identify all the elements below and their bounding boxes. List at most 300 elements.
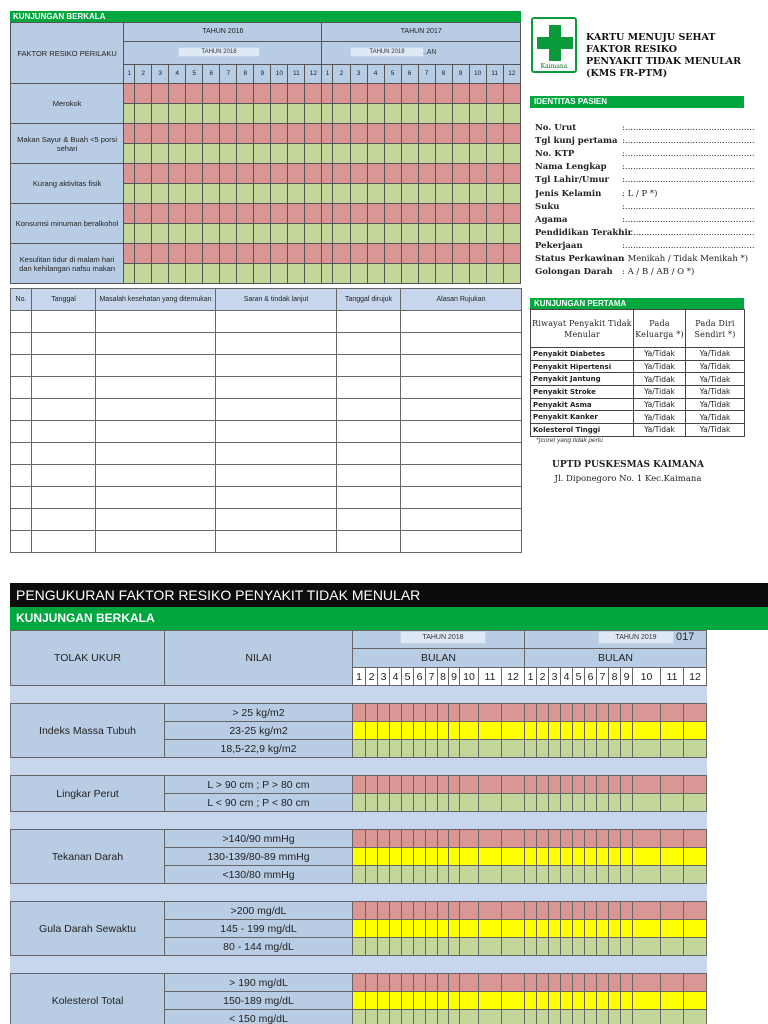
measure-cell[interactable] <box>353 740 366 758</box>
month-cell[interactable] <box>384 124 401 144</box>
history-cell[interactable] <box>337 311 401 333</box>
measure-cell[interactable] <box>414 830 426 848</box>
month-cell[interactable] <box>186 244 203 264</box>
measure-cell[interactable] <box>414 848 426 866</box>
history-cell[interactable] <box>401 311 522 333</box>
history-cell[interactable] <box>11 311 32 333</box>
month-cell[interactable] <box>124 204 135 224</box>
measure-cell[interactable] <box>573 776 585 794</box>
measure-cell[interactable] <box>585 848 597 866</box>
month-cell[interactable] <box>169 224 186 244</box>
measure-cell[interactable] <box>426 866 438 884</box>
measure-cell[interactable] <box>414 866 426 884</box>
measure-cell[interactable] <box>609 794 621 812</box>
measure-cell[interactable] <box>460 830 479 848</box>
measure-cell[interactable] <box>353 704 366 722</box>
month-cell[interactable] <box>435 184 452 204</box>
history-cell[interactable] <box>401 487 522 509</box>
measure-cell[interactable] <box>684 704 707 722</box>
history-cell[interactable] <box>216 465 337 487</box>
measure-cell[interactable] <box>561 848 573 866</box>
month-cell[interactable] <box>367 164 384 184</box>
measure-cell[interactable] <box>402 722 414 740</box>
measure-cell[interactable] <box>353 722 366 740</box>
measure-cell[interactable] <box>561 992 573 1010</box>
month-cell[interactable] <box>384 164 401 184</box>
measure-cell[interactable] <box>597 794 609 812</box>
measure-cell[interactable] <box>661 722 684 740</box>
measure-cell[interactable] <box>378 938 390 956</box>
history-cell[interactable] <box>32 509 96 531</box>
measure-cell[interactable] <box>661 776 684 794</box>
measure-cell[interactable] <box>621 740 633 758</box>
identity-value[interactable]: :................................................ <box>622 175 755 186</box>
month-cell[interactable] <box>169 264 186 284</box>
measure-cell[interactable] <box>661 938 684 956</box>
month-cell[interactable] <box>322 124 333 144</box>
measure-cell[interactable] <box>561 974 573 992</box>
month-cell[interactable] <box>435 104 452 124</box>
month-cell[interactable] <box>333 204 350 224</box>
measure-cell[interactable] <box>561 776 573 794</box>
measure-cell[interactable] <box>585 776 597 794</box>
measure-cell[interactable] <box>525 974 537 992</box>
month-cell[interactable] <box>469 144 486 164</box>
month-cell[interactable] <box>486 264 503 284</box>
month-cell[interactable] <box>237 164 254 184</box>
month-cell[interactable] <box>186 124 203 144</box>
measure-cell[interactable] <box>573 830 585 848</box>
history-cell[interactable] <box>337 355 401 377</box>
measure-cell[interactable] <box>684 776 707 794</box>
month-cell[interactable] <box>254 124 271 144</box>
measure-cell[interactable] <box>449 866 460 884</box>
measure-cell[interactable] <box>585 992 597 1010</box>
self-yes-no[interactable]: Ya/Tidak <box>686 398 745 411</box>
identity-value[interactable]: :................................................ <box>622 201 755 212</box>
measure-cell[interactable] <box>609 920 621 938</box>
measure-cell[interactable] <box>549 974 561 992</box>
month-cell[interactable] <box>124 104 135 124</box>
history-cell[interactable] <box>32 443 96 465</box>
measure-cell[interactable] <box>609 938 621 956</box>
month-cell[interactable] <box>503 244 520 264</box>
measure-cell[interactable] <box>414 992 426 1010</box>
measure-cell[interactable] <box>479 974 502 992</box>
month-cell[interactable] <box>503 84 520 104</box>
month-cell[interactable] <box>333 244 350 264</box>
month-cell[interactable] <box>503 264 520 284</box>
month-cell[interactable] <box>452 264 469 284</box>
month-cell[interactable] <box>367 184 384 204</box>
measure-cell[interactable] <box>549 776 561 794</box>
month-cell[interactable] <box>469 164 486 184</box>
measure-cell[interactable] <box>353 902 366 920</box>
measure-cell[interactable] <box>414 722 426 740</box>
measure-cell[interactable] <box>366 992 378 1010</box>
measure-cell[interactable] <box>390 938 402 956</box>
history-cell[interactable] <box>11 355 32 377</box>
measure-cell[interactable] <box>449 704 460 722</box>
measure-cell[interactable] <box>449 740 460 758</box>
measure-cell[interactable] <box>414 740 426 758</box>
measure-cell[interactable] <box>479 920 502 938</box>
month-cell[interactable] <box>452 124 469 144</box>
month-cell[interactable] <box>503 104 520 124</box>
self-yes-no[interactable]: Ya/Tidak <box>686 373 745 386</box>
month-cell[interactable] <box>469 124 486 144</box>
measure-cell[interactable] <box>502 974 525 992</box>
month-cell[interactable] <box>135 244 152 264</box>
measure-cell[interactable] <box>537 704 549 722</box>
month-cell[interactable] <box>418 104 435 124</box>
month-cell[interactable] <box>135 84 152 104</box>
measure-cell[interactable] <box>585 830 597 848</box>
month-cell[interactable] <box>486 204 503 224</box>
measure-cell[interactable] <box>353 794 366 812</box>
measure-cell[interactable] <box>537 938 549 956</box>
month-cell[interactable] <box>271 104 288 124</box>
measure-cell[interactable] <box>479 938 502 956</box>
measure-cell[interactable] <box>661 794 684 812</box>
history-cell[interactable] <box>32 311 96 333</box>
measure-cell[interactable] <box>684 992 707 1010</box>
measure-cell[interactable] <box>585 938 597 956</box>
measure-cell[interactable] <box>561 866 573 884</box>
measure-cell[interactable] <box>460 740 479 758</box>
measure-cell[interactable] <box>479 740 502 758</box>
month-cell[interactable] <box>186 104 203 124</box>
measure-cell[interactable] <box>402 704 414 722</box>
month-cell[interactable] <box>350 244 367 264</box>
month-cell[interactable] <box>254 204 271 224</box>
month-cell[interactable] <box>237 84 254 104</box>
measure-cell[interactable] <box>353 938 366 956</box>
history-cell[interactable] <box>32 333 96 355</box>
measure-cell[interactable] <box>426 794 438 812</box>
measure-cell[interactable] <box>502 740 525 758</box>
measure-cell[interactable] <box>414 920 426 938</box>
measure-cell[interactable] <box>402 974 414 992</box>
measure-cell[interactable] <box>585 740 597 758</box>
identity-value[interactable]: :................................................ <box>622 149 755 160</box>
measure-cell[interactable] <box>378 704 390 722</box>
measure-cell[interactable] <box>402 848 414 866</box>
measure-cell[interactable] <box>633 722 661 740</box>
measure-cell[interactable] <box>449 920 460 938</box>
measure-cell[interactable] <box>460 722 479 740</box>
identity-value[interactable]: :................................................ <box>622 227 755 238</box>
measure-cell[interactable] <box>390 794 402 812</box>
history-cell[interactable] <box>11 443 32 465</box>
month-cell[interactable] <box>169 184 186 204</box>
measure-cell[interactable] <box>585 722 597 740</box>
month-cell[interactable] <box>452 204 469 224</box>
month-cell[interactable] <box>322 244 333 264</box>
measure-cell[interactable] <box>549 830 561 848</box>
measure-cell[interactable] <box>449 1010 460 1024</box>
month-cell[interactable] <box>203 144 220 164</box>
month-cell[interactable] <box>220 244 237 264</box>
month-cell[interactable] <box>288 204 305 224</box>
measure-cell[interactable] <box>573 848 585 866</box>
history-cell[interactable] <box>337 399 401 421</box>
self-yes-no[interactable]: Ya/Tidak <box>686 386 745 399</box>
measure-cell[interactable] <box>449 722 460 740</box>
history-cell[interactable] <box>337 377 401 399</box>
month-cell[interactable] <box>418 84 435 104</box>
month-cell[interactable] <box>254 244 271 264</box>
measure-cell[interactable] <box>402 920 414 938</box>
month-cell[interactable] <box>367 224 384 244</box>
measure-cell[interactable] <box>502 722 525 740</box>
measure-cell[interactable] <box>438 794 449 812</box>
measure-cell[interactable] <box>414 902 426 920</box>
measure-cell[interactable] <box>402 938 414 956</box>
measure-cell[interactable] <box>378 920 390 938</box>
measure-cell[interactable] <box>609 992 621 1010</box>
measure-cell[interactable] <box>549 920 561 938</box>
measure-cell[interactable] <box>525 848 537 866</box>
measure-cell[interactable] <box>621 722 633 740</box>
measure-cell[interactable] <box>502 1010 525 1024</box>
measure-cell[interactable] <box>414 974 426 992</box>
month-cell[interactable] <box>271 84 288 104</box>
month-cell[interactable] <box>350 144 367 164</box>
history-cell[interactable] <box>216 443 337 465</box>
measure-cell[interactable] <box>621 848 633 866</box>
measure-cell[interactable] <box>525 704 537 722</box>
measure-cell[interactable] <box>460 1010 479 1024</box>
measure-cell[interactable] <box>661 974 684 992</box>
history-cell[interactable] <box>216 531 337 553</box>
measure-cell[interactable] <box>502 704 525 722</box>
month-cell[interactable] <box>203 164 220 184</box>
history-cell[interactable] <box>337 465 401 487</box>
measure-cell[interactable] <box>353 848 366 866</box>
history-cell[interactable] <box>32 531 96 553</box>
month-cell[interactable] <box>254 264 271 284</box>
self-yes-no[interactable]: Ya/Tidak <box>686 360 745 373</box>
measure-cell[interactable] <box>661 866 684 884</box>
month-cell[interactable] <box>401 264 418 284</box>
measure-cell[interactable] <box>502 866 525 884</box>
month-cell[interactable] <box>333 184 350 204</box>
measure-cell[interactable] <box>502 794 525 812</box>
measure-cell[interactable] <box>479 866 502 884</box>
month-cell[interactable] <box>350 204 367 224</box>
month-cell[interactable] <box>135 124 152 144</box>
measure-cell[interactable] <box>561 938 573 956</box>
month-cell[interactable] <box>333 164 350 184</box>
measure-cell[interactable] <box>366 722 378 740</box>
month-cell[interactable] <box>152 244 169 264</box>
measure-cell[interactable] <box>438 722 449 740</box>
measure-cell[interactable] <box>561 722 573 740</box>
history-cell[interactable] <box>216 509 337 531</box>
measure-cell[interactable] <box>378 722 390 740</box>
month-cell[interactable] <box>288 84 305 104</box>
measure-cell[interactable] <box>537 848 549 866</box>
measure-cell[interactable] <box>561 1010 573 1024</box>
measure-cell[interactable] <box>597 1010 609 1024</box>
measure-cell[interactable] <box>561 902 573 920</box>
month-cell[interactable] <box>418 204 435 224</box>
month-cell[interactable] <box>333 84 350 104</box>
month-cell[interactable] <box>152 84 169 104</box>
month-cell[interactable] <box>486 124 503 144</box>
measure-cell[interactable] <box>414 938 426 956</box>
measure-cell[interactable] <box>525 902 537 920</box>
month-cell[interactable] <box>384 244 401 264</box>
history-cell[interactable] <box>216 421 337 443</box>
month-cell[interactable] <box>288 164 305 184</box>
measure-cell[interactable] <box>609 704 621 722</box>
month-cell[interactable] <box>452 224 469 244</box>
measure-cell[interactable] <box>378 902 390 920</box>
history-cell[interactable] <box>337 421 401 443</box>
measure-cell[interactable] <box>549 704 561 722</box>
history-cell[interactable] <box>401 421 522 443</box>
measure-cell[interactable] <box>502 938 525 956</box>
month-cell[interactable] <box>305 204 322 224</box>
month-cell[interactable] <box>124 184 135 204</box>
measure-cell[interactable] <box>597 902 609 920</box>
measure-cell[interactable] <box>353 866 366 884</box>
month-cell[interactable] <box>384 184 401 204</box>
measure-cell[interactable] <box>390 920 402 938</box>
month-cell[interactable] <box>305 84 322 104</box>
measure-cell[interactable] <box>479 704 502 722</box>
month-cell[interactable] <box>271 264 288 284</box>
measure-cell[interactable] <box>502 902 525 920</box>
measure-cell[interactable] <box>366 866 378 884</box>
measure-cell[interactable] <box>438 992 449 1010</box>
history-cell[interactable] <box>401 355 522 377</box>
month-cell[interactable] <box>152 264 169 284</box>
history-cell[interactable] <box>337 509 401 531</box>
month-cell[interactable] <box>486 224 503 244</box>
measure-cell[interactable] <box>402 776 414 794</box>
measure-cell[interactable] <box>661 902 684 920</box>
measure-cell[interactable] <box>366 704 378 722</box>
measure-cell[interactable] <box>378 992 390 1010</box>
measure-cell[interactable] <box>633 830 661 848</box>
measure-cell[interactable] <box>426 920 438 938</box>
history-cell[interactable] <box>401 333 522 355</box>
month-cell[interactable] <box>271 184 288 204</box>
month-cell[interactable] <box>288 104 305 124</box>
month-cell[interactable] <box>322 264 333 284</box>
measure-cell[interactable] <box>426 704 438 722</box>
measure-cell[interactable] <box>621 704 633 722</box>
month-cell[interactable] <box>152 184 169 204</box>
month-cell[interactable] <box>305 224 322 244</box>
month-cell[interactable] <box>486 244 503 264</box>
month-cell[interactable] <box>435 124 452 144</box>
history-cell[interactable] <box>216 333 337 355</box>
history-cell[interactable] <box>401 377 522 399</box>
month-cell[interactable] <box>124 84 135 104</box>
month-cell[interactable] <box>322 104 333 124</box>
measure-cell[interactable] <box>390 722 402 740</box>
month-cell[interactable] <box>333 104 350 124</box>
measure-cell[interactable] <box>390 1010 402 1024</box>
measure-cell[interactable] <box>414 704 426 722</box>
measure-cell[interactable] <box>597 830 609 848</box>
measure-cell[interactable] <box>597 740 609 758</box>
month-cell[interactable] <box>435 244 452 264</box>
self-yes-no[interactable]: Ya/Tidak <box>686 348 745 361</box>
month-cell[interactable] <box>384 104 401 124</box>
month-cell[interactable] <box>305 104 322 124</box>
measure-cell[interactable] <box>460 704 479 722</box>
measure-cell[interactable] <box>449 902 460 920</box>
measure-cell[interactable] <box>621 938 633 956</box>
measure-cell[interactable] <box>633 704 661 722</box>
measure-cell[interactable] <box>549 866 561 884</box>
history-cell[interactable] <box>96 333 216 355</box>
measure-cell[interactable] <box>366 938 378 956</box>
month-cell[interactable] <box>367 264 384 284</box>
measure-cell[interactable] <box>426 902 438 920</box>
measure-cell[interactable] <box>426 992 438 1010</box>
measure-cell[interactable] <box>460 848 479 866</box>
measure-cell[interactable] <box>585 974 597 992</box>
month-cell[interactable] <box>350 124 367 144</box>
month-cell[interactable] <box>152 144 169 164</box>
month-cell[interactable] <box>367 124 384 144</box>
month-cell[interactable] <box>152 224 169 244</box>
month-cell[interactable] <box>271 224 288 244</box>
month-cell[interactable] <box>503 124 520 144</box>
month-cell[interactable] <box>254 224 271 244</box>
measure-cell[interactable] <box>438 1010 449 1024</box>
measure-cell[interactable] <box>573 704 585 722</box>
measure-cell[interactable] <box>449 974 460 992</box>
family-yes-no[interactable]: Ya/Tidak <box>634 386 686 399</box>
month-cell[interactable] <box>401 144 418 164</box>
month-cell[interactable] <box>186 204 203 224</box>
month-cell[interactable] <box>186 144 203 164</box>
month-cell[interactable] <box>124 164 135 184</box>
measure-cell[interactable] <box>549 992 561 1010</box>
month-cell[interactable] <box>169 124 186 144</box>
measure-cell[interactable] <box>426 830 438 848</box>
month-cell[interactable] <box>503 204 520 224</box>
history-cell[interactable] <box>401 443 522 465</box>
measure-cell[interactable] <box>597 974 609 992</box>
month-cell[interactable] <box>333 264 350 284</box>
month-cell[interactable] <box>237 124 254 144</box>
identity-value[interactable]: :................................................ <box>622 162 755 173</box>
month-cell[interactable] <box>486 104 503 124</box>
measure-cell[interactable] <box>479 1010 502 1024</box>
measure-cell[interactable] <box>402 830 414 848</box>
month-cell[interactable] <box>503 184 520 204</box>
month-cell[interactable] <box>322 164 333 184</box>
history-cell[interactable] <box>96 487 216 509</box>
month-cell[interactable] <box>169 244 186 264</box>
measure-cell[interactable] <box>561 830 573 848</box>
measure-cell[interactable] <box>684 920 707 938</box>
measure-cell[interactable] <box>549 1010 561 1024</box>
month-cell[interactable] <box>384 84 401 104</box>
measure-cell[interactable] <box>537 920 549 938</box>
history-cell[interactable] <box>401 465 522 487</box>
measure-cell[interactable] <box>390 902 402 920</box>
measure-cell[interactable] <box>525 992 537 1010</box>
